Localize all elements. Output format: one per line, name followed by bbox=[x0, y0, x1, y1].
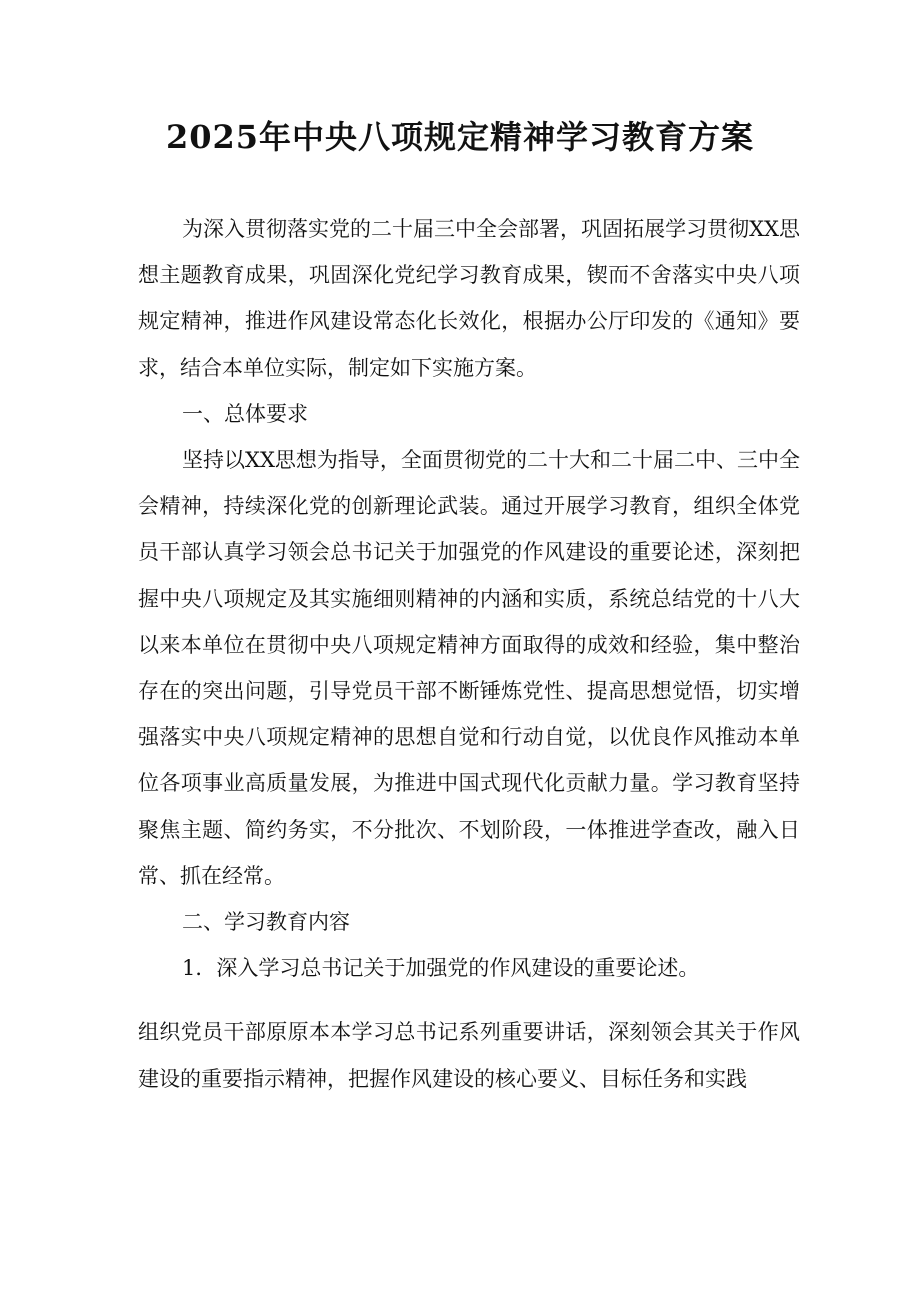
intro-paragraph: 为深入贯彻落实党的二十届三中全会部署，巩固拓展学习贯彻XX思想主题教育成果，巩固深化党纪学习教育成果，锲而不舍落实中央八项规定精神，推进作风建设常态化长效化，根据办公厅印发的《通知》要求，结合本单位实际，制定如下实施方案。 bbox=[138, 217, 800, 380]
document-body bbox=[138, 206, 800, 1102]
section-heading-study-content: 二、学习教育内容 bbox=[182, 910, 350, 935]
item-1-paragraph: 组织党员干部原原本本学习总书记系列重要讲话，深刻领会其关于作风建设的重要指示精神，把握作风建设的核心要义、目标任务和实践 bbox=[138, 1020, 800, 1091]
general-requirements-paragraph: 坚持以XX思想为指导，全面贯彻党的二十大和二十届二中、三中全会精神，持续深化党的创新理论武装。通过开展学习教育，组织全体党员干部认真学习领会总书记关于加强党的作风建设的重要论述，深刻把握中央八项规定及其实施细则精神的内涵和实质，系统总结党的十八大以来本单位在贯彻中央八项规定精神方面取得的成效和经验，集中整治存在的突出问题，引导党员干部不断锤炼党性、提高思想觉悟，切实增强落实中央八项规定精神的思想自觉和行动自觉，以优良作风推动本单位各项事业高质量发展，为推进中国式现代化贡献力量。学习教育坚持聚焦主题、简约务实，不分批次、不划阶段，一体推进学查改，融入日常、抓在经常。 bbox=[138, 448, 800, 888]
section-heading-general-requirements: 一、总体要求 bbox=[182, 401, 308, 426]
document-title: 2025年中央八项规定精神学习教育方案 bbox=[165, 118, 755, 156]
item-heading-1: 1．深入学习总书记关于加强党的作风建设的重要论述。 bbox=[182, 956, 700, 981]
